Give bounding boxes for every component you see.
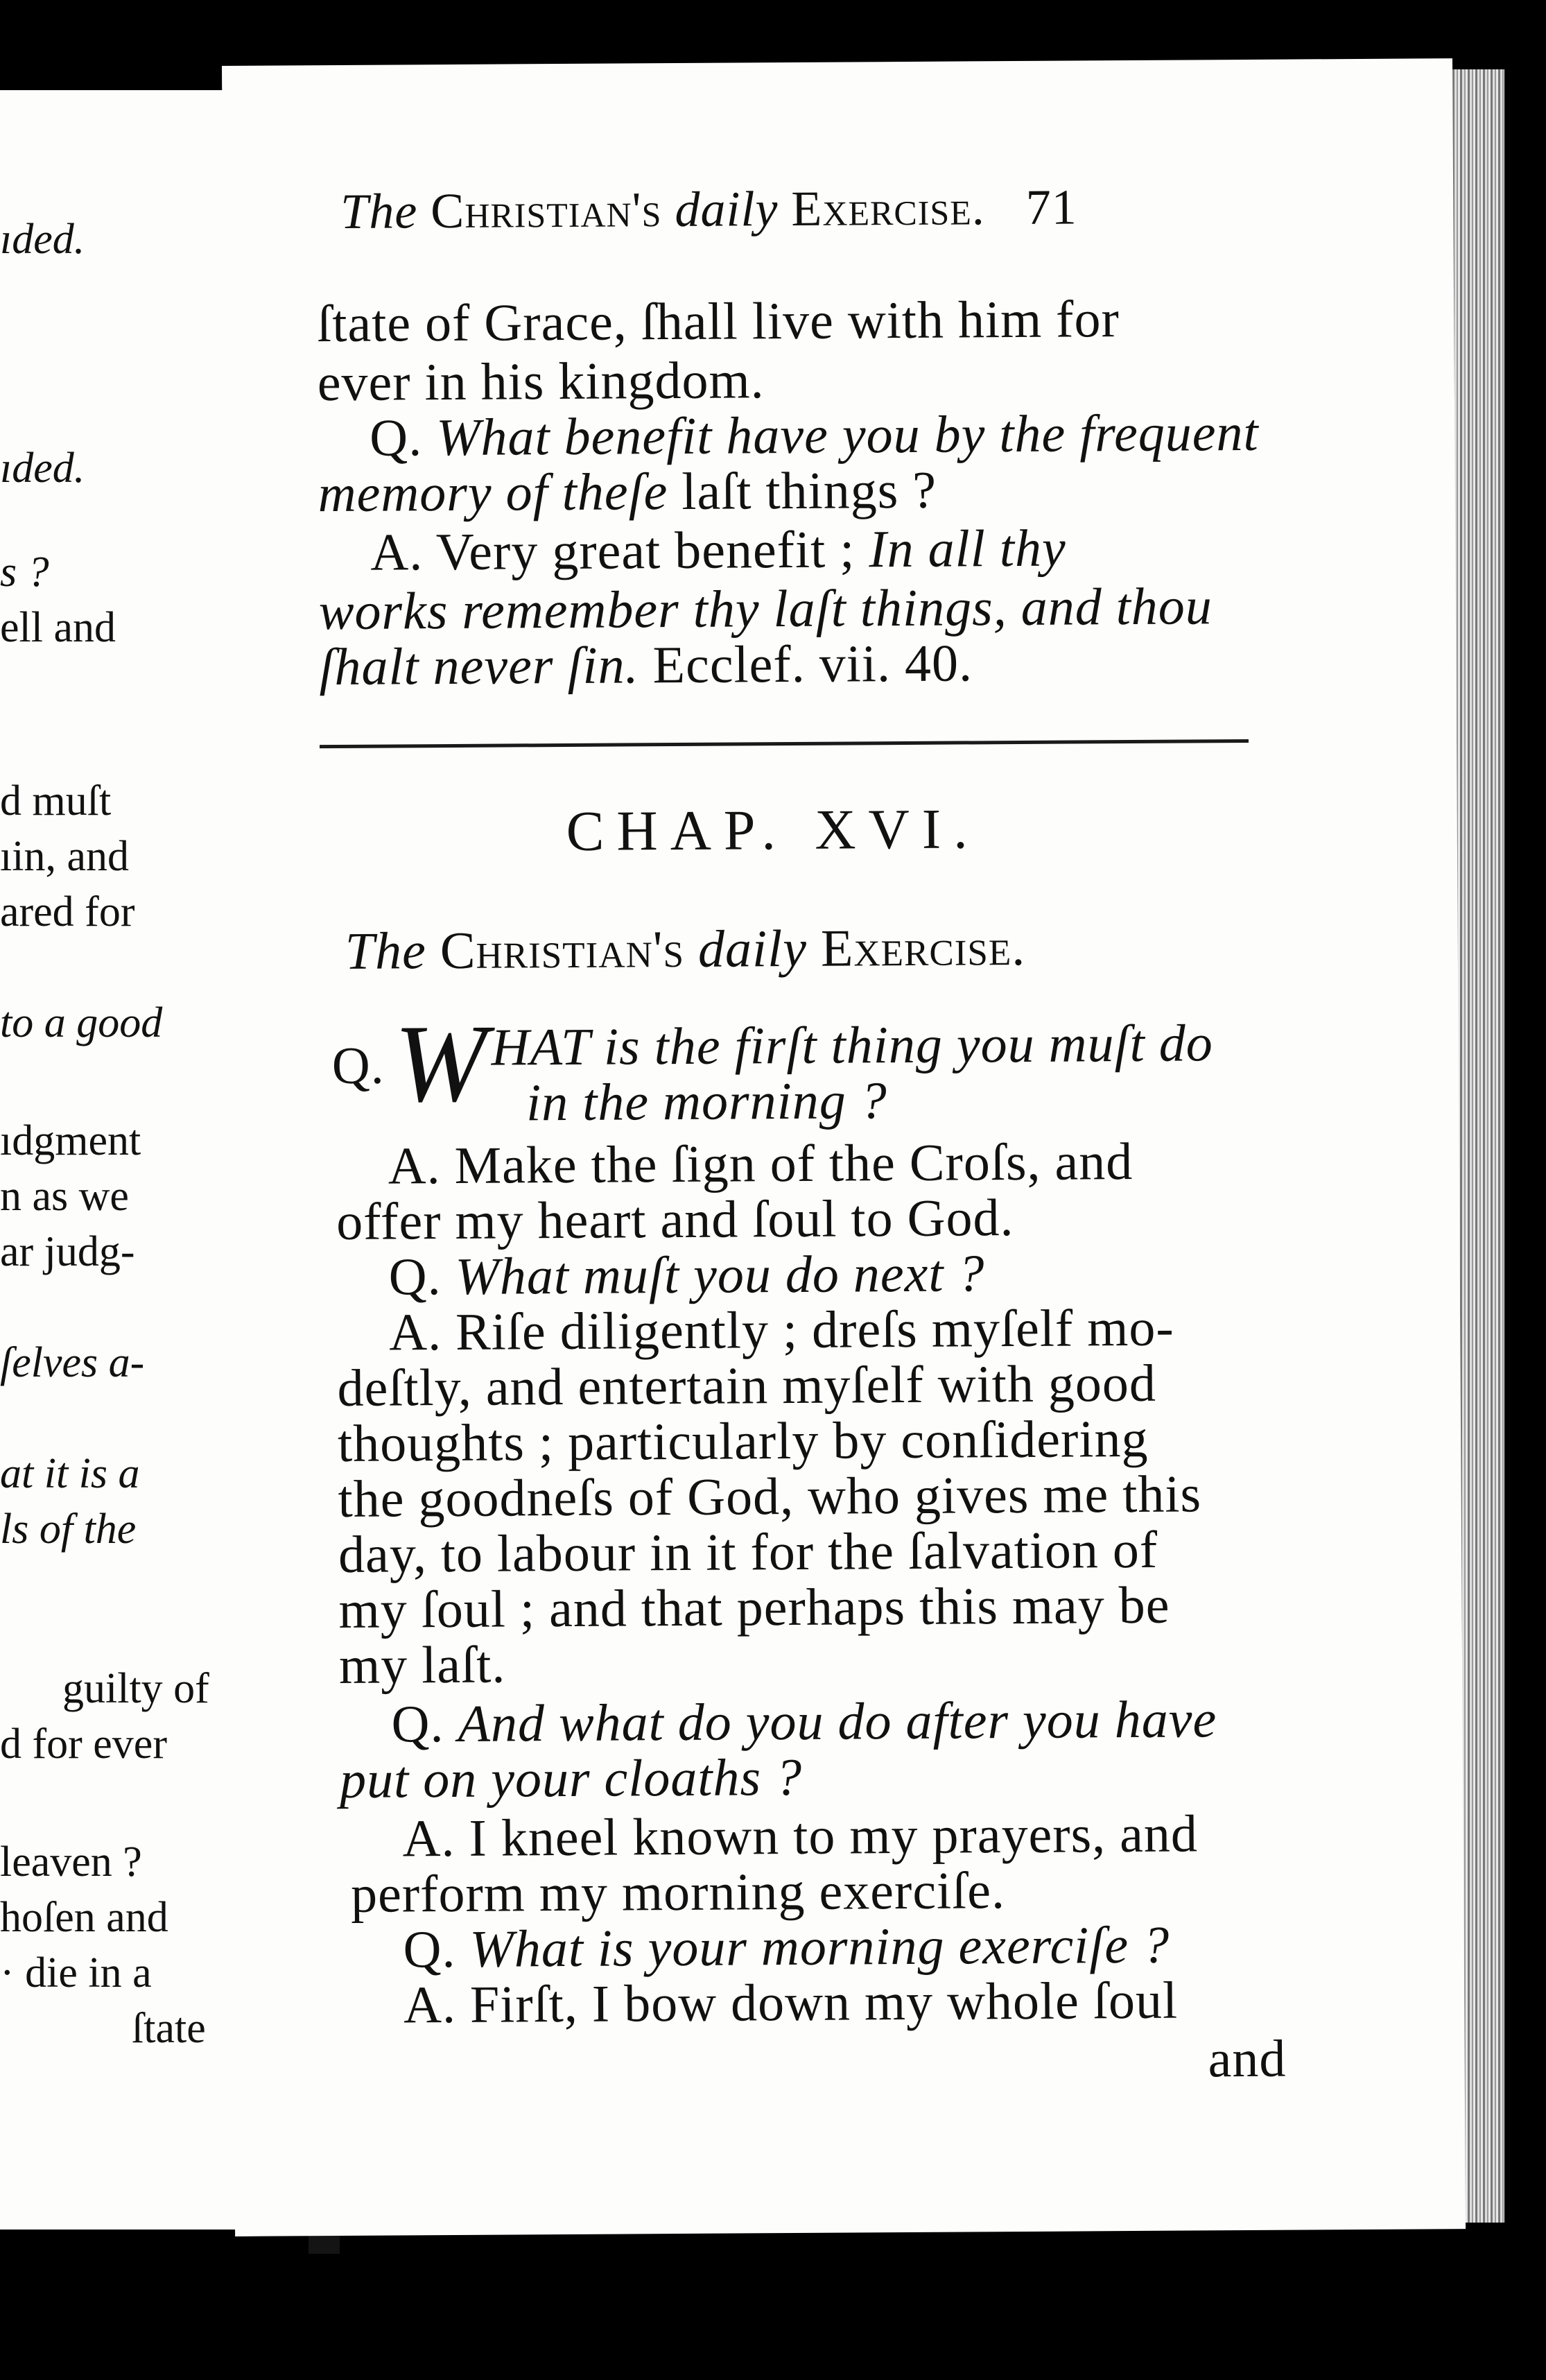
header-daily: daily: [675, 181, 779, 238]
text-line: works remember thy laſt things, and thou: [318, 577, 1213, 641]
chapter-heading: CHAP. XVI.: [566, 797, 980, 863]
left-fragment: ls of the: [0, 1506, 137, 1553]
roman-text: laſt things ?: [681, 460, 937, 521]
left-fragment: ıded.: [0, 216, 85, 263]
question-text: And what do you do after you have: [458, 1690, 1217, 1753]
q-label: Q.: [391, 1695, 444, 1754]
catchword: and: [1208, 2029, 1287, 2089]
text-line: A. I kneel known to my prayers, and: [402, 1804, 1199, 1868]
left-fragment: · die in a: [0, 1949, 152, 1997]
text-line: HAT is the firſt thing you muſt do: [491, 1014, 1213, 1077]
left-fragment: ıdgment: [0, 1117, 141, 1164]
drop-cap: W: [394, 1001, 487, 1126]
text-line: deſtly, and entertain myſelf with good: [337, 1354, 1157, 1418]
text-line: perform my morning exerciſe.: [350, 1861, 1006, 1924]
left-fragment: ſelves a-: [0, 1339, 145, 1386]
text-line: A. Riſe diligently ; dreſs myſelf mo-: [388, 1298, 1174, 1362]
text-line: my ſoul ; and that perhaps this may be: [338, 1576, 1170, 1640]
text-line: [319, 633, 973, 698]
left-fragment: guilty of: [62, 1665, 209, 1712]
question-text: memory of theſe: [318, 463, 668, 524]
left-fragment: ıded.: [0, 445, 85, 492]
q-label: Q.: [388, 1248, 442, 1307]
text-line: ever in his kingdom.: [317, 351, 765, 413]
page-number: 71: [1025, 179, 1077, 235]
text-line: [370, 403, 1259, 469]
left-fragment: ell and: [0, 604, 116, 651]
question-text: What benefit have you by the frequent: [435, 403, 1259, 467]
left-fragment: d muſt: [0, 777, 112, 825]
text-line: my laſt.: [338, 1635, 506, 1696]
text-line: [370, 519, 1066, 583]
left-fragment: n as we: [0, 1173, 129, 1220]
chapter-subtitle: [345, 917, 1026, 982]
left-fragment: s ?: [0, 549, 49, 596]
text-line: [318, 460, 937, 524]
left-fragment: ıin, and: [0, 833, 129, 880]
scripture-reference: Ecclef. vii. 40.: [652, 634, 973, 695]
header-exercise: Exercise.: [791, 180, 985, 236]
left-fragment: to a good: [0, 999, 163, 1046]
left-fragment: ared for: [0, 888, 135, 935]
left-fragment: at it is a: [0, 1450, 140, 1497]
q-label: Q.: [331, 1036, 385, 1096]
text-line: [388, 1243, 984, 1307]
scripture-quote: In all thy: [869, 519, 1066, 579]
header-the: The: [340, 183, 418, 239]
header-christians: Christian's: [431, 182, 662, 239]
section-rule: [320, 739, 1249, 748]
left-fragment: ſtate: [132, 2005, 206, 2052]
left-fragment: hoſen and: [0, 1894, 168, 1941]
text-line: in the morning ?: [526, 1071, 887, 1132]
left-fragment: ar judg-: [0, 1228, 135, 1275]
answer-text: A. Very great benefit ;: [370, 520, 855, 582]
text-line: [403, 1915, 1170, 1981]
subtitle-daily: daily: [697, 919, 808, 978]
scripture-quote: ſhalt never ſin.: [319, 636, 639, 697]
text-line: A. Make the ſign of the Croſs, and: [388, 1132, 1134, 1196]
text-line: put on your cloaths ?: [339, 1748, 803, 1810]
subtitle-exercise: Exercise.: [820, 917, 1026, 978]
running-header: [340, 178, 1077, 240]
question-text: What is your morning exerciſe ?: [469, 1915, 1170, 1978]
subtitle-the: The: [345, 922, 427, 981]
text-line: the goodneſs of God, who gives me this: [338, 1465, 1202, 1529]
text-line: day, to labour in it for the ſalvation of: [338, 1520, 1158, 1585]
text-line: ſtate of Grace, ſhall live with him for: [317, 290, 1120, 354]
text-line: [391, 1689, 1217, 1754]
left-fragment: leaven ?: [0, 1838, 142, 1886]
subtitle-christians: Christian's: [440, 920, 685, 981]
right-page: [222, 58, 1466, 2236]
question-text: What muſt you do next ?: [455, 1244, 985, 1306]
q-label: Q.: [403, 1920, 456, 1979]
text-line: A. Firſt, I bow down my whole ſoul: [403, 1971, 1179, 2035]
q-label: Q.: [370, 408, 423, 467]
text-line: thoughts ; particularly by conſidering: [337, 1409, 1149, 1474]
left-fragment: d for ever: [0, 1721, 167, 1768]
text-line: offer my heart and ſoul to God.: [336, 1189, 1014, 1252]
